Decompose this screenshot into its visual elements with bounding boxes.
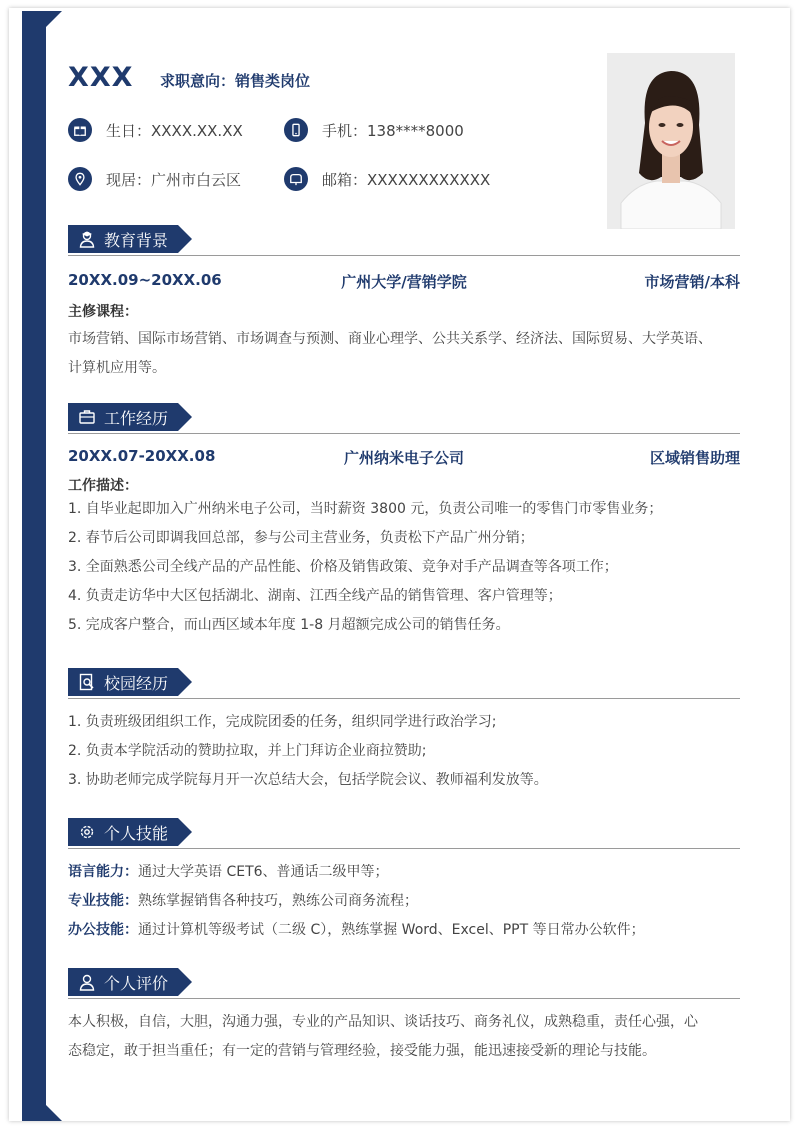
work-desc-list <box>68 495 740 640</box>
list-item: 1. 负责班级团组织工作，完成院团委的任务，组织同学进行政治学习; <box>68 714 497 730</box>
document-search-icon <box>78 673 96 691</box>
list-item: 办公技能：通过计算机等级考试（二级 C），熟练掌握 Word、Excel、PPT 等日常办公软件； <box>68 922 645 938</box>
person-icon <box>78 973 96 991</box>
evaluation-header <box>68 968 740 996</box>
section-divider <box>68 848 740 849</box>
education-date: 20XX.09~20XX.06 <box>68 271 222 289</box>
candidate-name: XXX <box>68 62 134 93</box>
list-item: 2. 负责本学院活动的赞助拉取，并上门拜访企业商拉赞助; <box>68 743 427 759</box>
corner-decoration-bottom <box>46 1105 62 1121</box>
evaluation-title: 个人评价 <box>104 973 169 993</box>
education-row <box>68 271 740 291</box>
campus-section <box>68 668 740 795</box>
list-item: 语言能力：通过大学英语 CET6、普通话二级甲等； <box>68 864 389 880</box>
evaluation-text: 本人积极，自信，大胆，沟通力强，专业的产品知识、谈话技巧、商务礼仪，成熟稳重，责任心强，心 态稳定，敢于担当重任；有一定的营销与管理经验，接受能力强，能迅速接受新的理论与技能。 <box>68 1014 698 1059</box>
list-item: 1. 自毕业起即加入广州纳米电子公司，当时薪资 3800 元，负责公司唯一的零售门市零售业务； <box>68 501 663 517</box>
list-item: 2. 春节后公司即调我回总部，参与公司主营业务，负责松下产品广州分销； <box>68 530 534 546</box>
phone-info <box>284 118 464 142</box>
campus-title: 校园经历 <box>104 673 169 693</box>
gear-icon <box>78 823 96 841</box>
work-desc-label: 工作描述： <box>68 478 138 494</box>
skills-header <box>68 818 740 846</box>
birth-text: 生日：XXXX.XX.XX <box>106 121 243 140</box>
work-date: 20XX.07-20XX.08 <box>68 447 216 465</box>
education-degree: 市场营销/本科 <box>644 273 740 291</box>
work-header <box>68 403 740 431</box>
list-item: 4. 负责走访华中大区包括湖北、湖南、江西全线产品的销售管理、客户管理等； <box>68 588 562 604</box>
skills-title: 个人技能 <box>104 823 169 843</box>
education-section <box>68 225 740 383</box>
email-text: 邮箱：XXXXXXXXXXXX <box>322 170 491 189</box>
section-divider <box>68 433 740 434</box>
course-label: 主修课程： <box>68 304 138 320</box>
skills-list <box>68 858 740 945</box>
evaluation-section <box>68 968 740 1066</box>
briefcase-icon <box>78 408 96 426</box>
section-divider <box>68 998 740 999</box>
location-info <box>68 167 241 191</box>
campus-list <box>68 708 740 795</box>
job-intent: 求职意向：销售类岗位 <box>160 72 311 90</box>
work-section <box>68 403 740 640</box>
gift-icon <box>68 118 92 142</box>
location-pin-icon <box>68 167 92 191</box>
profile-photo <box>607 53 735 229</box>
section-divider <box>68 698 740 699</box>
list-item: 3. 协助老师完成学院每月开一次总结大会，包括学院会议、教师福利发放等。 <box>68 772 548 788</box>
location-text: 现居：广州市白云区 <box>106 170 242 189</box>
skills-section <box>68 818 740 945</box>
work-position: 区域销售助理 <box>649 449 740 467</box>
corner-decoration-top <box>46 11 62 27</box>
education-header <box>68 225 740 253</box>
birth-info <box>68 118 243 142</box>
work-title: 工作经历 <box>104 408 169 428</box>
list-item: 3. 全面熟悉公司全线产品的产品性能、价格及销售政策、竞争对手产品调查等各项工作； <box>68 559 618 575</box>
phone-text: 手机：138****8000 <box>322 121 464 140</box>
work-row <box>68 447 740 467</box>
section-divider <box>68 255 740 256</box>
education-school: 广州大学/营销学院 <box>341 273 467 291</box>
mailbox-icon <box>284 167 308 191</box>
sidebar-bar <box>22 11 46 1121</box>
mobile-phone-icon <box>284 118 308 142</box>
list-item: 专业技能：熟练掌握销售各种技巧，熟练公司商务流程； <box>68 893 418 909</box>
work-company: 广州纳米电子公司 <box>343 449 464 467</box>
email-info <box>284 167 490 191</box>
education-title: 教育背景 <box>104 230 169 250</box>
list-item: 5. 完成客户整合，而山西区域本年度 1-8 月超额完成公司的销售任务。 <box>68 617 510 633</box>
graduate-icon <box>78 230 96 248</box>
course-list: 市场营销、国际市场营销、市场调查与预测、商业心理学、公共关系学、经济法、国际贸易、大学英语、 计算机应用等。 <box>68 331 712 376</box>
campus-header <box>68 668 740 696</box>
